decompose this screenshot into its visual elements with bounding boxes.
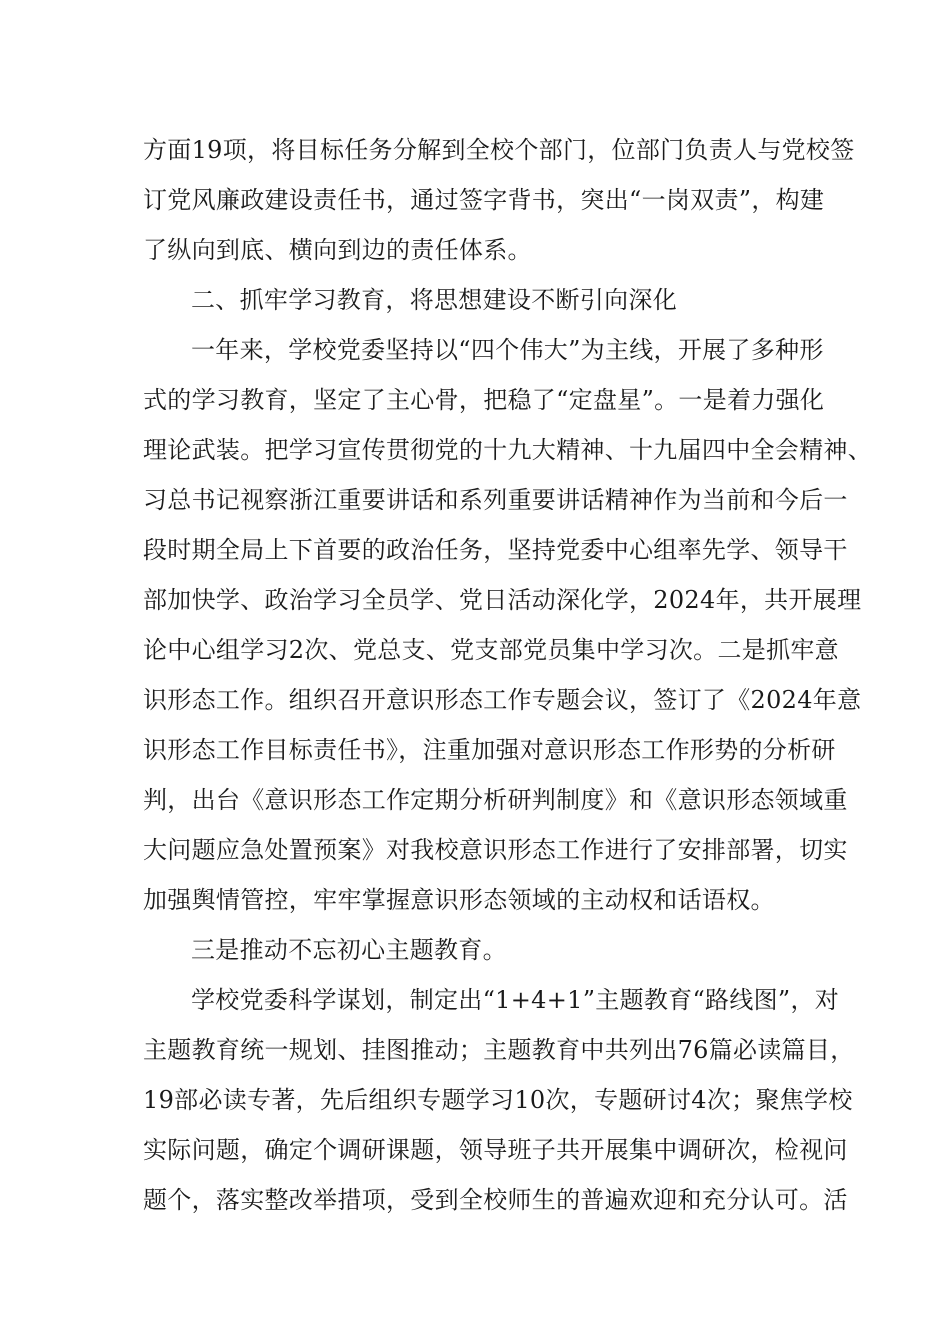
text-line: 式的学习教育，坚定了主心骨，把稳了“定盘星”。一是着力强化 (143, 386, 825, 414)
text-line: 了纵向到底、横向到边的责任体系。 (143, 236, 532, 264)
text-line: 部加快学、政治学习全员学、党日活动深化学，2024年，共开展理 (143, 586, 862, 614)
text-line: 理论武装。把学习宣传贯彻党的十九大精神、十九届四中全会精神、 (143, 436, 872, 464)
text-line: 识形态工作目标责任书》，注重加强对意识形态工作形势的分析研 (143, 736, 836, 764)
text-line: 学校党委科学谋划，制定出“1+4+1”主题教育“路线图”，对 (191, 986, 840, 1014)
text-line: 实际问题，确定个调研课题，领导班子共开展集中调研次，检视问 (143, 1136, 848, 1164)
text-line: 题个，落实整改举措项，受到全校师生的普遍欢迎和充分认可。活 (143, 1186, 848, 1214)
text-line: 识形态工作。组织召开意识形态工作专题会议，签订了《2024年意 (143, 686, 862, 714)
text-line: 加强舆情管控，牢牢掌握意识形态领域的主动权和话语权。 (143, 886, 775, 914)
text-line: 三是推动不忘初心主题教育。 (191, 936, 507, 964)
text-line: 主题教育统一规划、挂图推动；主题教育中共列出76篇必读篇目， (143, 1036, 855, 1064)
section-heading: 二、抓牢学习教育，将思想建设不断引向深化 (191, 286, 677, 314)
text-line: 19部必读专著，先后组织专题学习10次，专题研讨4次；聚焦学校 (143, 1086, 853, 1114)
text-line: 判，出台《意识形态工作定期分析研判制度》和《意识形态领域重 (143, 786, 848, 814)
text-line: 大问题应急处置预案》对我校意识形态工作进行了安排部署，切实 (143, 836, 848, 864)
text-line: 段时期全局上下首要的政治任务，坚持党委中心组率先学、领导干 (143, 536, 848, 564)
text-line: 方面19项，将目标任务分解到全校个部门，位部门负责人与党校签 (143, 136, 855, 164)
text-line: 订党风廉政建设责任书，通过签字背书，突出“一岗双责”，构建 (143, 186, 825, 214)
text-line: 一年来，学校党委坚持以“四个伟大”为主线，开展了多种形 (191, 336, 824, 364)
text-line: 习总书记视察浙江重要讲话和系列重要讲话精神作为当前和今后一 (143, 486, 848, 514)
text-line: 论中心组学习2次、党总支、党支部党员集中学习次。二是抓牢意 (143, 636, 839, 664)
